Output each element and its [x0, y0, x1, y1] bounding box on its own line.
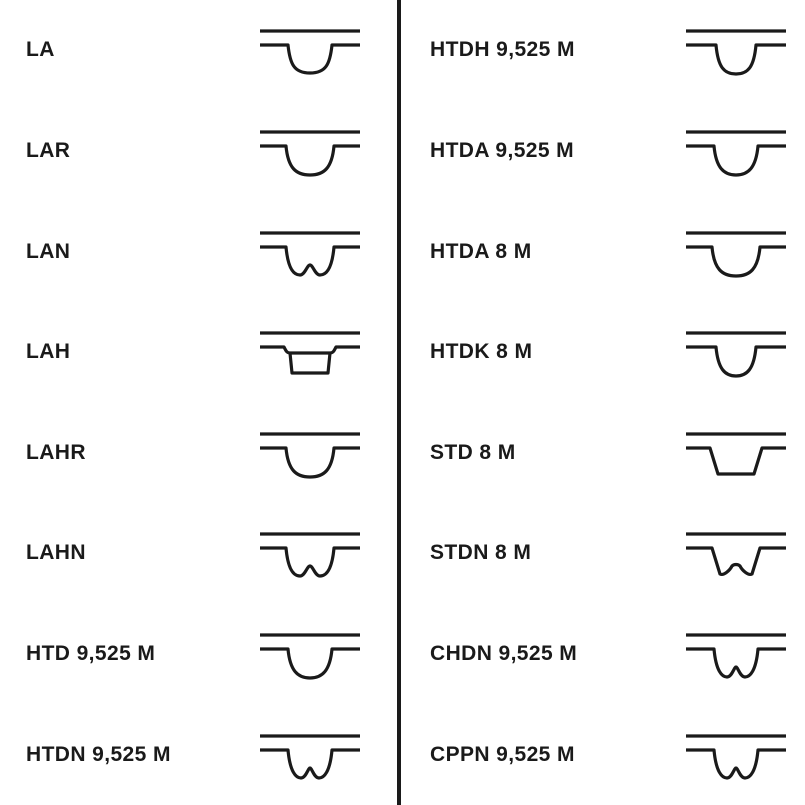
- profile-label: LAR: [26, 138, 71, 162]
- trapezoid-wide-icon: [258, 19, 362, 81]
- profile-label: HTDA 8 M: [430, 239, 532, 263]
- profile-row: [0, 302, 397, 403]
- profile-row: [404, 704, 805, 805]
- profile-label: LAHR: [26, 440, 86, 464]
- profile-row: [0, 503, 397, 604]
- profile-label: CHDN 9,525 M: [430, 642, 578, 666]
- profile-row: [404, 201, 805, 302]
- profile-label: HTD 9,525 M: [26, 642, 156, 666]
- round-notched-icon: [684, 522, 788, 584]
- round-u-icon: [684, 120, 788, 182]
- right-column: [404, 0, 805, 805]
- profile-row: [0, 403, 397, 504]
- trapezoid-wide-icon: [684, 422, 788, 484]
- round-u-icon: [684, 221, 788, 283]
- trapezoid-narrow-icon: [258, 321, 362, 383]
- round-u-icon: [684, 321, 788, 383]
- round-notched-icon: [258, 724, 362, 786]
- profile-label: HTDK 8 M: [430, 340, 533, 364]
- profile-label: LA: [26, 38, 55, 62]
- profile-row: [0, 201, 397, 302]
- left-column: [0, 0, 397, 805]
- profile-label: STDN 8 M: [430, 541, 532, 565]
- round-notched-icon: [258, 522, 362, 584]
- round-notched-icon: [684, 724, 788, 786]
- profile-row: [0, 101, 397, 202]
- profile-row: [404, 503, 805, 604]
- profile-row: [404, 0, 805, 101]
- profile-row: [0, 704, 397, 805]
- profile-label: HTDH 9,525 M: [430, 38, 575, 62]
- profile-label: CPPN 9,525 M: [430, 742, 575, 766]
- profile-label: HTDA 9,525 M: [430, 138, 575, 162]
- profile-label: HTDN 9,525 M: [26, 742, 171, 766]
- profile-row: [0, 604, 397, 705]
- profile-row: [0, 0, 397, 101]
- round-u-icon: [258, 422, 362, 484]
- round-u-icon: [684, 19, 788, 81]
- profile-row: [404, 302, 805, 403]
- profile-label: LAHN: [26, 541, 86, 565]
- round-u-icon: [258, 120, 362, 182]
- round-u-icon: [258, 623, 362, 685]
- profile-row: [404, 403, 805, 504]
- round-notched-icon: [258, 221, 362, 283]
- round-notched-icon: [684, 623, 788, 685]
- profile-row: [404, 101, 805, 202]
- profile-row: [404, 604, 805, 705]
- profile-label: STD 8 M: [430, 440, 516, 464]
- profile-label: LAN: [26, 239, 71, 263]
- column-divider: [397, 0, 401, 805]
- profile-label: LAH: [26, 340, 71, 364]
